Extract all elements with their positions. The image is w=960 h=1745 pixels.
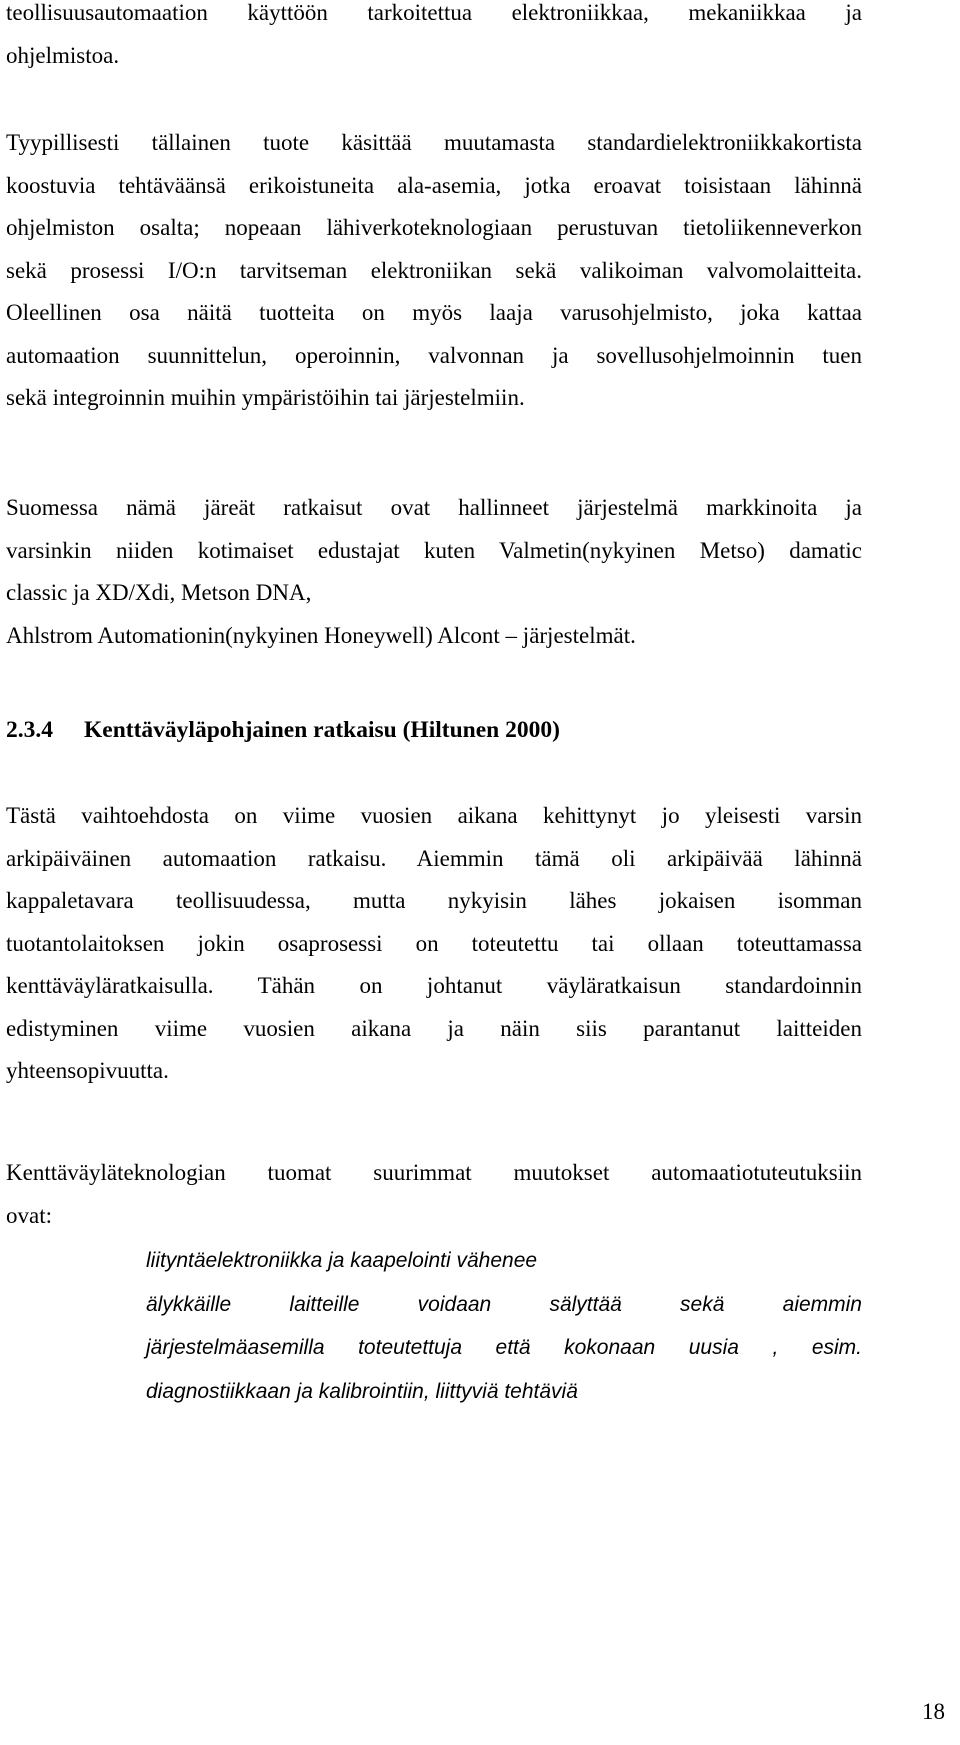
section-title: Kenttäväyläpohjainen ratkaisu (Hiltunen 2000) [84, 717, 560, 743]
text-line: ohjelmiston osalta; nopeaan lähiverkoteknologiaan perustuvan tietoliikenneverkon [6, 215, 862, 240]
list-item: diagnostiikkaan ja kalibrointiin, liittyviä tehtäviä [146, 1379, 578, 1403]
text-line: automaation suunnittelun, operoinnin, valvonnan ja sovellusohjelmoinnin tuen [6, 342, 862, 368]
text-line: teollisuusautomaation käyttöön tarkoitettua elektroniikkaa, mekaniikkaa ja [6, 0, 862, 25]
paragraph [6, 122, 862, 420]
text-line: arkipäiväinen automaation ratkaisu. Aiemmin tämä oli arkipäivää lähinnä [6, 845, 862, 871]
text-line: kappaletavara teollisuudessa, mutta nykyisin lähes jokaisen isomman [6, 888, 862, 913]
paragraph [6, 0, 862, 77]
paragraph-intro-continuation [6, 0, 862, 77]
text-line: koostuvia tehtäväänsä erikoistuneita ala-asemia, jotka eroavat toisistaan lähinnä [6, 172, 862, 198]
text-line: sekä prosessi I/O:n tarvitseman elektroniikan sekä valikoiman valvomolaitteita. [6, 257, 862, 283]
paragraph-finnish-systems [6, 487, 862, 657]
section-heading [6, 710, 560, 750]
text-line: Tyypillisesti tällainen tuote käsittää muutamasta standardielektroniikkakortista [6, 130, 862, 155]
text-line: ohjelmistoa. [6, 42, 120, 68]
text-line: yhteensopivuutta. [6, 1058, 169, 1083]
text-line: classic ja XD/Xdi, Metson DNA, [6, 580, 312, 605]
text-line: Kenttäväyläteknologian tuomat suurimmat muutokset automaatiotuteutuksiin [6, 1160, 862, 1185]
paragraph [6, 795, 862, 1093]
changes-list [146, 1239, 862, 1413]
list-item: älykkäille laitteille voidaan sälyttää sekä aiemmin [146, 1292, 862, 1316]
text-line: edistyminen viime vuosien aikana ja näin siis parantanut laitteiden [6, 1015, 862, 1041]
paragraph-fieldbus-changes [6, 1152, 862, 1237]
text-line: ovat: [6, 1202, 52, 1228]
text-line: tuotantolaitoksen jokin osaprosessi on toteutettu tai ollaan toteuttamassa [6, 930, 862, 956]
list-item: järjestelmäasemilla toteutettuja että kokonaan uusia , esim. [146, 1336, 862, 1359]
list-item: liityntäelektroniikka ja kaapelointi vähenee [146, 1249, 538, 1272]
text-line: Suomessa nämä järeät ratkaisut ovat hallinneet järjestelmä markkinoita ja [6, 495, 862, 520]
text-line: varsinkin niiden kotimaiset edustajat kuten Valmetin(nykyinen Metso) damatic [6, 537, 862, 563]
text-line: Ahlstrom Automationin(nykyinen Honeywell) Alcont – järjestelmät. [6, 622, 636, 648]
text-line: kenttäväyläratkaisulla. Tähän on johtanut väyläratkaisun standardoinnin [6, 973, 862, 998]
text-line: sekä integroinnin muihin ympäristöihin tai järjestelmiin. [6, 385, 525, 410]
section-number: 2.3.4 [6, 717, 53, 743]
page-number: 18 [922, 1699, 945, 1724]
paragraph [6, 487, 862, 657]
paragraph [6, 1152, 862, 1237]
text-line: Oleellinen osa näitä tuotteita on myös laaja varusohjelmisto, joka kattaa [6, 300, 862, 325]
text-line: Tästä vaihtoehdosta on viime vuosien aikana kehittynyt jo yleisesti varsin [6, 803, 862, 828]
paragraph-fieldbus-solution [6, 795, 862, 1093]
paragraph-typical-product [6, 122, 862, 420]
